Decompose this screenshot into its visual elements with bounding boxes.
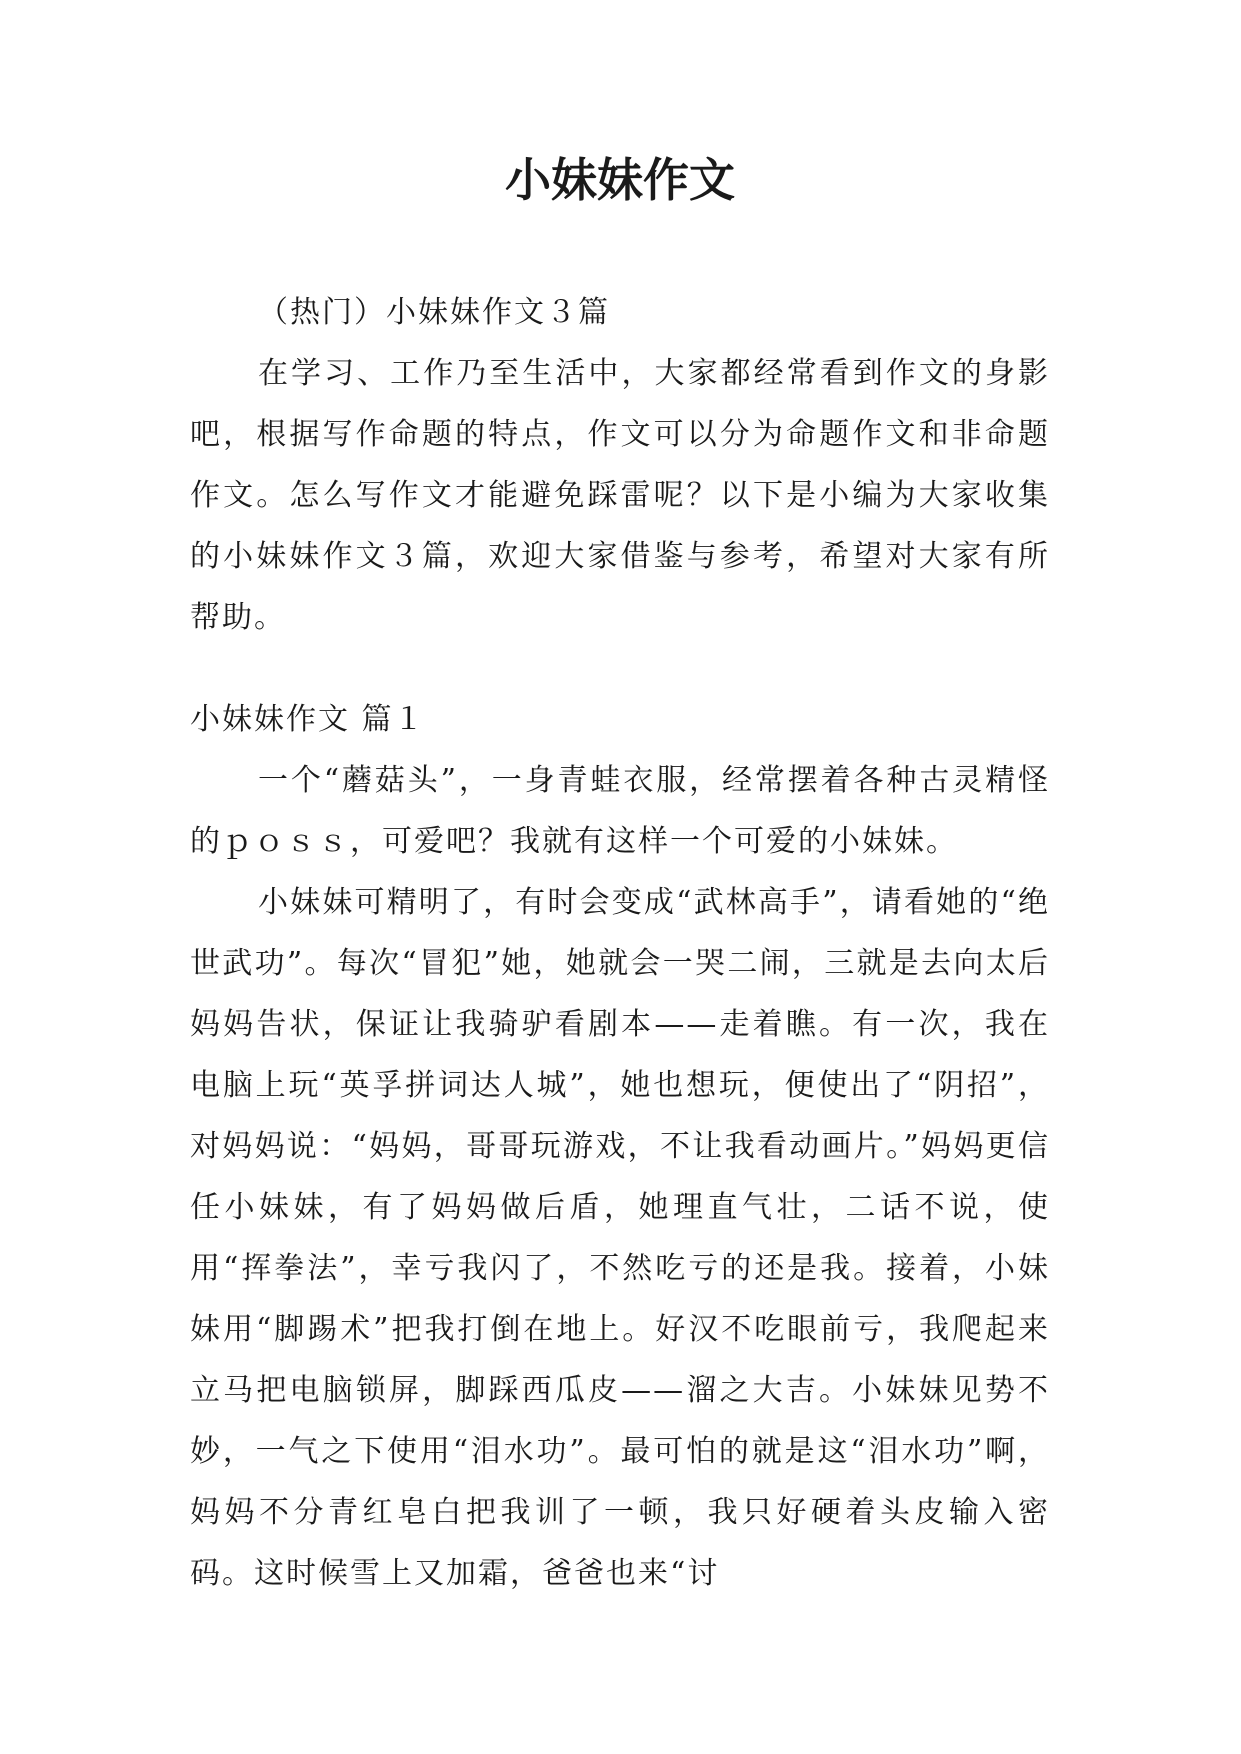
section-heading: 小妹妹作文 篇１ [190,702,426,737]
body-paragraph: 一个“蘑菇头”，一身青蛙衣服，经常摆着各种古灵精怪的ｐｏｓｓ，可爱吧？我就有这样一个可爱的小妹妹。 [190,763,1050,859]
document-subtitle: （热门）小妹妹作文３篇 [258,295,610,330]
intro-paragraph: 在学习、工作乃至生活中，大家都经常看到作文的身影吧，根据写作命题的特点，作文可以分为命题作文和非命题作文。怎么写作文才能避免踩雷呢？以下是小编为大家收集的小妹妹作文３篇，欢迎大家借鉴与参考，希望对大家有所帮助。 [190,356,1050,635]
document-title: 小妹妹作文 [505,153,735,207]
body-paragraph: 小妹妹可精明了，有时会变成“武林高手”，请看她的“绝世武功”。每次“冒犯”她，她就会一哭二闹，三就是去向太后妈妈告状，保证让我骑驴看剧本——走着瞧。有一次，我在电脑上玩“英孚拼词达人城”，她也想玩，便使出了“阴招”，对妈妈说：“妈妈，哥哥玩游戏，不让我看动画片。”妈妈更信任小妹妹，有了妈妈做后盾，她理直气壮，二话不说，使用“挥拳法”，幸亏我闪了，不然吃亏的还是我。接着，小妹妹用“脚踢术”把我打倒在地上。好汉不吃眼前亏，我爬起来立马把电脑锁屏，脚踩西瓜皮——溜之大吉。小妹妹见势不妙，一气之下使用“泪水功”。最可怕的就是这“泪水功”啊，妈妈不分青红皂白把我训了一顿，我只好硬着头皮输入密码。这时候雪上又加霜，爸爸也来“讨 [190,885,1050,1591]
